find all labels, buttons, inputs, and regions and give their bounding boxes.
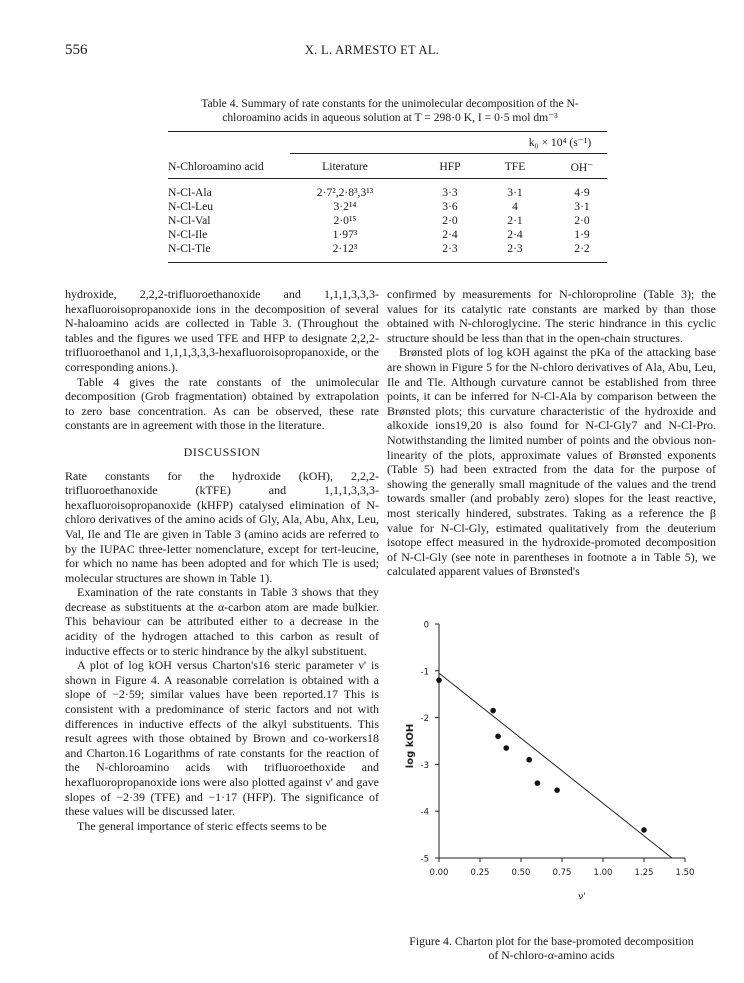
table-rule-group bbox=[290, 153, 607, 154]
cell-tfe: 2·1 bbox=[507, 214, 523, 227]
cell-hfp: 2·0 bbox=[442, 214, 458, 227]
cell-tfe: 3·1 bbox=[507, 186, 523, 199]
y-axis-label: log kOH bbox=[405, 723, 416, 769]
y-tick-label: -5 bbox=[420, 854, 429, 865]
x-tick-label: 1.50 bbox=[675, 868, 695, 878]
table-caption-line2: chloroamino acids in aqueous solution at T = 298·0 K, I = 0·5 mol dm⁻³ bbox=[222, 111, 558, 124]
cell-oh: 4·9 bbox=[574, 186, 590, 199]
table-col-literature: Literature bbox=[322, 160, 368, 173]
cell-tfe: 4 bbox=[512, 200, 518, 213]
cell-hfp: 3·3 bbox=[442, 186, 458, 199]
cell-acid: N-Cl-Tle bbox=[168, 242, 211, 255]
table-col-oh: OH⁻ bbox=[570, 161, 594, 174]
figure-caption-line2: of N-chloro-α-amino acids bbox=[488, 948, 615, 962]
table-col-hfp: HFP bbox=[439, 160, 461, 173]
cell-acid: N-Cl-Leu bbox=[168, 200, 214, 213]
paragraph: Examination of the rate constants in Table 3 shows that they decrease as substituents at the α-carbon atom are made bulkier. This behaviour can be attributed either to a decrease in the acidity of the hydrogen attached to this carbon as result of inductive effects or to steric hindrance by the alkyl substituent. bbox=[65, 585, 379, 658]
paragraph: A plot of log kOH versus Charton's16 steric parameter ν' is shown in Figure 4. A reasonable correlation is obtained with a slope of −2·59; similar values have been reported.17 This is consistent with a predominance of steric factors and not with differences in inductive effects of the alkyl substituents. This result agrees with those obtained by Brown and co-workers18 and Charton.16 Logarithms of rate constants for the reaction of the N-chloroamino acids with trifluoroethoxide and hexafluoropropanoxide ions were also plotted against ν' and gave slopes of −2·39 (TFE) and −1·17 (HFP). The significance of these values will be discussed later. bbox=[65, 658, 379, 819]
data-point bbox=[503, 745, 509, 751]
paragraph: Brønsted plots of log kOH against the pKa of the attacking base are shown in Figure 5 for the N-chloro derivatives of Ala, Abu, Leu, Ile and Tle. Although curvature cannot be established from three points, it can be inferred for N-Cl-Ala by comparison between the Brønsted plots; this curvature characteristic of the hydroxide and alkoxide ions19,20 is also found for N-Cl-Gly7 and N-Cl-Pro. Notwithstanding the limited number of points and the obvious non-linearity of the plots, approximate values of Brønsted exponents (Table 5) had been extracted from the data for the purpose of showing the generally small magnitude of the values and the trend towards smaller (and probably zero) slopes for the least reactive, most sterically hindered, substrates. Taking as a reference the β value for N-Cl-Gly, estimated qualitatively from the deuterium isotope effect measured in the hydroxide-promoted decomposition of N-Cl-Gly (see note in parentheses in footnote a in Table 5), we calculated apparent values of Brønsted's bbox=[387, 345, 716, 579]
running-head: X. L. ARMESTO ET AL. bbox=[304, 43, 440, 57]
data-point bbox=[526, 757, 532, 763]
cell-literature: 2·0¹⁵ bbox=[333, 214, 357, 227]
right-column bbox=[387, 287, 716, 579]
y-tick-label: -3 bbox=[420, 760, 429, 771]
paragraph: Rate constants for the hydroxide (kOH), 2,2,2-trifluoroethanoxide (kTFE) and 1,1,1,3,3,3-hexafluoroisopropanoxide (kHFP) catalysed elimination of N-chloro derivatives of the amino acids of Gly, Ala, Abu, Ahx, Leu, Val, Ile and Tle are given in Table 3 (amino acids are referred to by the IUPAC three-letter nomenclature, except for tert-leucine, for which no name has been adopted and for which Tle is used; molecular structures are shown in Table 1). bbox=[65, 468, 379, 585]
cell-hfp: 2·3 bbox=[442, 242, 458, 255]
x-tick-label: 0.50 bbox=[511, 868, 531, 878]
y-tick-label: -4 bbox=[420, 807, 429, 818]
table-rule-header bbox=[168, 178, 607, 179]
cell-acid: N-Cl-Ile bbox=[168, 228, 208, 241]
x-tick-label: 1.00 bbox=[593, 868, 613, 878]
cell-acid: N-Cl-Ala bbox=[168, 186, 212, 199]
paragraph: The general importance of steric effects seems to be bbox=[77, 818, 327, 833]
data-point bbox=[641, 827, 647, 833]
data-point bbox=[535, 780, 541, 786]
table-caption-line1: Table 4. Summary of rate constants for the unimolecular decomposition of the N- bbox=[201, 97, 579, 110]
data-point bbox=[495, 734, 501, 740]
left-column bbox=[65, 287, 379, 833]
x-tick-label: 1.25 bbox=[634, 868, 654, 878]
figure-caption bbox=[387, 934, 716, 962]
paragraph: Table 4 gives the rate constants of the unimolecular decomposition (Grob fragmentation) obtained by extrapolation to zero base concentration. As can be observed, these rate constants are in agreement with those in the literature. bbox=[65, 374, 379, 433]
cell-hfp: 3·6 bbox=[442, 200, 458, 213]
table-rule-bottom bbox=[168, 262, 607, 263]
data-point bbox=[490, 708, 496, 714]
data-point bbox=[436, 677, 442, 683]
cell-oh: 3·1 bbox=[574, 200, 590, 213]
y-tick-label: 0 bbox=[423, 620, 429, 631]
cell-literature: 2·12³ bbox=[332, 242, 358, 255]
table-rule-top bbox=[168, 131, 607, 132]
cell-tfe: 2·4 bbox=[507, 228, 523, 241]
data-point bbox=[554, 787, 560, 793]
cell-literature: 2·7²,2·8³,3¹³ bbox=[316, 186, 374, 199]
x-tick-label: 0.25 bbox=[470, 868, 490, 878]
fit-line bbox=[439, 673, 672, 858]
figure-caption-line1: Figure 4. Charton plot for the base-promoted decomposition bbox=[409, 934, 694, 948]
table-caption bbox=[180, 97, 600, 125]
paragraph: confirmed by measurements for N-chloroproline (Table 3); the values for its catalytic rate constants are marked by than those obtained with N-chloroglycine. The steric hindrance in this cyclic structure should be less than that in the open-chain structures. bbox=[387, 287, 716, 345]
x-tick-label: 0.00 bbox=[429, 868, 449, 878]
x-tick-label: 0.75 bbox=[552, 868, 572, 878]
cell-tfe: 2·3 bbox=[507, 242, 523, 255]
x-axis-label: ν' bbox=[578, 892, 586, 902]
cell-oh: 1·9 bbox=[574, 228, 590, 241]
table-group-header: k₀ × 10⁴ (s⁻¹) bbox=[528, 136, 592, 149]
section-heading: DISCUSSION bbox=[183, 444, 261, 459]
y-tick-label: -1 bbox=[420, 667, 429, 678]
page-number: 556 bbox=[65, 42, 88, 58]
cell-oh: 2·0 bbox=[574, 214, 590, 227]
paragraph: hydroxide, 2,2,2-trifluoroethanoxide and 1,1,1,3,3,3-hexafluoroisopropanoxide ions in the decomposition of several N-haloamino acids are collected in Table 3. (Throughout the tables and the figures we used TFE and HFP to designate 2,2,2-trifluoroethanol and 1,1,1,3,3,3-hexafluoroisopropanoxide, or the corresponding anions.). bbox=[65, 287, 379, 374]
cell-literature: 3·2¹⁴ bbox=[333, 200, 357, 213]
table-col-acid: N-Chloroamino acid bbox=[168, 160, 264, 173]
cell-oh: 2·2 bbox=[574, 242, 590, 255]
cell-literature: 1·97³ bbox=[332, 228, 358, 241]
cell-acid: N-Cl-Val bbox=[168, 214, 211, 227]
cell-hfp: 2·4 bbox=[442, 228, 458, 241]
charton-plot bbox=[387, 612, 716, 917]
table-col-tfe: TFE bbox=[504, 160, 526, 173]
y-tick-label: -2 bbox=[420, 714, 429, 725]
